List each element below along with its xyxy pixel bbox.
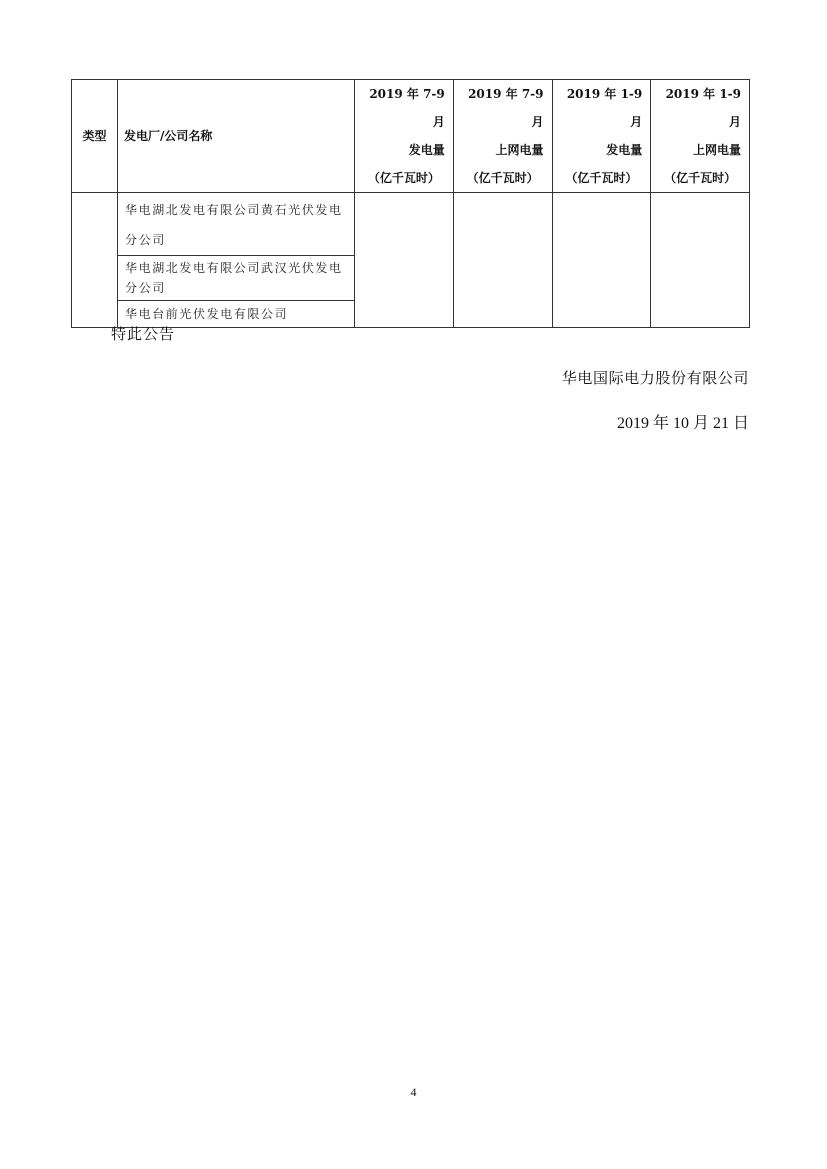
header-ytd-generation <box>552 80 651 193</box>
header-ytd-grid-unit: （亿千瓦时） <box>664 171 737 185</box>
header-q3-generation-period: 2019 年 7-9 月 <box>369 87 445 129</box>
ytd-generation-cell <box>552 193 651 328</box>
header-q3-generation-metric: 发电量 <box>408 143 445 157</box>
announcement-date: 2019 年 10 月 21 日 <box>616 415 749 432</box>
q3-generation-cell <box>355 193 454 328</box>
ytd-grid-cell <box>651 193 750 328</box>
header-ytd-generation-unit: （亿千瓦时） <box>565 171 638 185</box>
header-ytd-generation-period: 2019 年 1-9 月 <box>566 87 643 129</box>
page-number: 4 <box>410 1085 417 1099</box>
header-ytd-grid-period: 2019 年 1-9 月 <box>665 87 741 129</box>
header-q3-grid-metric: 上网电量 <box>495 143 544 157</box>
header-ytd-grid <box>651 80 750 193</box>
plant-name-cell: 华电台前光伏发电有限公司 <box>118 301 355 328</box>
header-q3-grid-unit: （亿千瓦时） <box>466 171 539 185</box>
header-q3-generation <box>355 80 454 193</box>
company-signature: 华电国际电力股份有限公司 <box>561 369 749 387</box>
header-type: 类型 <box>72 80 118 193</box>
header-q3-grid <box>453 80 552 193</box>
table-row <box>72 193 750 256</box>
header-ytd-grid-metric: 上网电量 <box>692 143 741 157</box>
header-plant-name: 发电厂/公司名称 <box>118 80 355 193</box>
notice-text: 特此公告 <box>111 325 176 343</box>
generation-table <box>71 79 750 328</box>
header-ytd-generation-metric: 发电量 <box>606 143 643 157</box>
plant-name-cell: 华电湖北发电有限公司武汉光伏发电分公司 <box>118 256 355 301</box>
header-q3-grid-period: 2019 年 7-9 月 <box>468 87 544 129</box>
plant-name-cell: 华电湖北发电有限公司黄石光伏发电分公司 <box>118 193 355 256</box>
table-header-row <box>72 80 750 193</box>
q3-grid-cell <box>453 193 552 328</box>
header-q3-generation-unit: （亿千瓦时） <box>367 171 440 185</box>
type-cell <box>72 193 118 328</box>
